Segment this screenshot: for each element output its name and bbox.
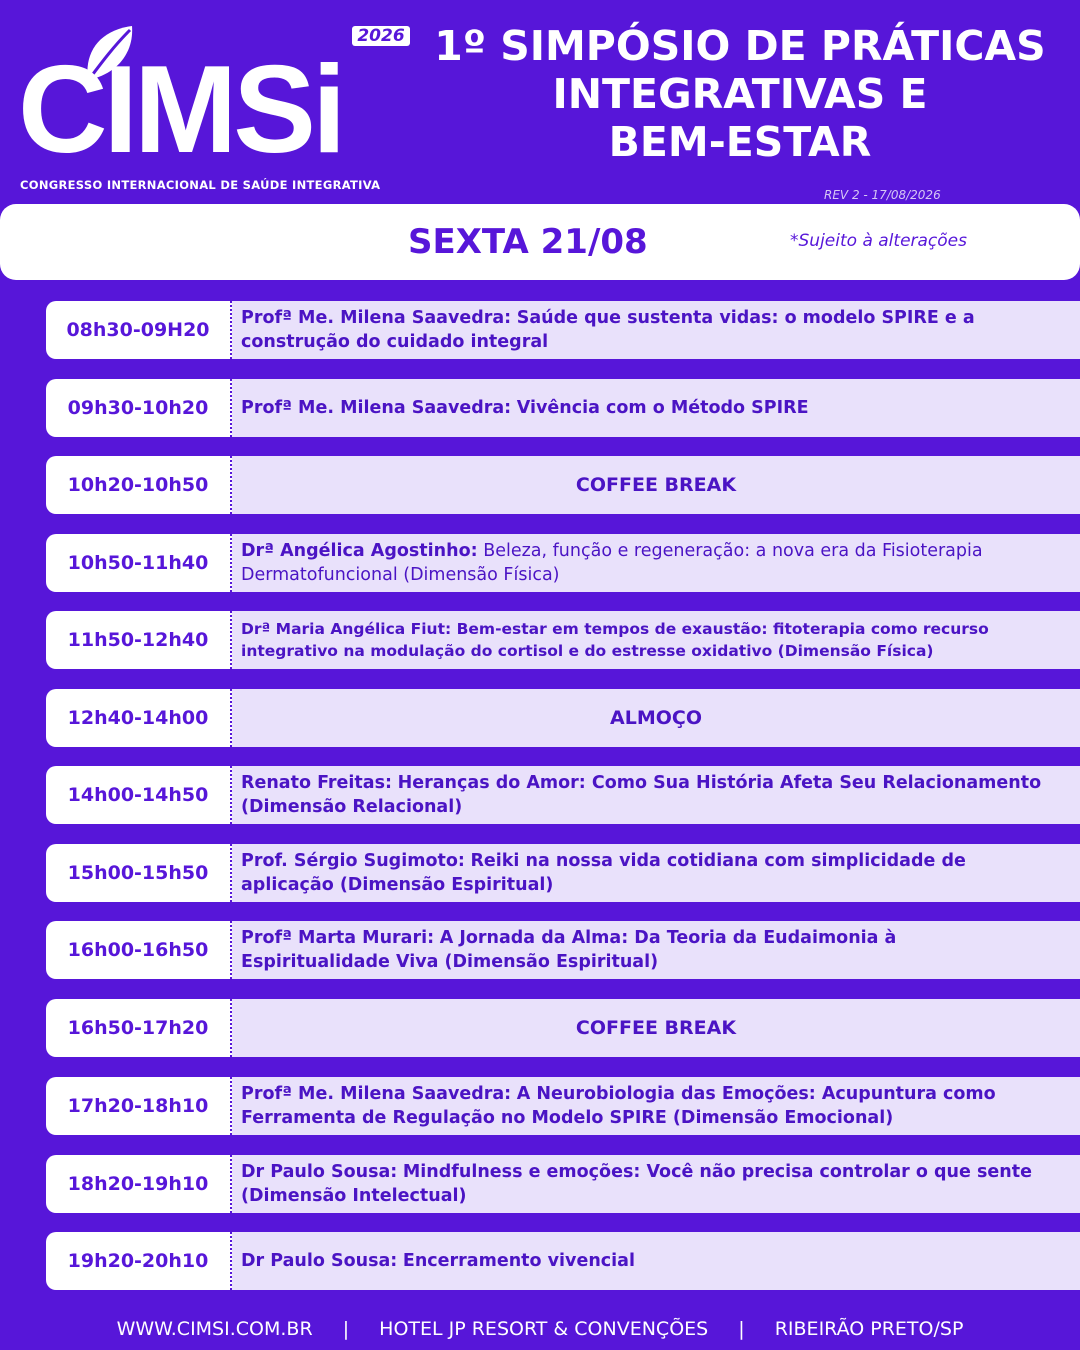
speaker-name: Prof. Sérgio Sugimoto: [241,851,465,871]
session-description [232,1232,1080,1290]
session-description [232,301,1080,359]
time-slot: 17h20-18h10 [46,1077,232,1135]
session-title: Reiki na nossa vida cotidiana com simplicidade de aplicação (Dimensão Espiritual) [241,851,966,895]
event-title-line: BEM-ESTAR [608,118,872,166]
session-description [232,844,1080,902]
time-slot: 10h20-10h50 [46,456,232,514]
schedule-row [46,999,1080,1057]
session-description [232,1155,1080,1213]
time-slot: 09h30-10h20 [46,379,232,437]
time-slot: 10h50-11h40 [46,534,232,592]
event-title [405,22,1075,166]
schedule-row [46,1232,1080,1290]
time-slot: 15h00-15h50 [46,844,232,902]
cimsi-logo [18,22,405,192]
break-label: ALMOÇO [232,689,1080,747]
venue-label: HOTEL JP RESORT & CONVENÇÕES [379,1318,709,1340]
time-slot: 12h40-14h00 [46,689,232,747]
session-title: Mindfulness e emoções: Você não precisa controlar o que sente (Dimensão Intelectual) [241,1162,1032,1206]
time-slot: 11h50-12h40 [46,611,232,669]
speaker-name: Drª Maria Angélica Fiut: [241,620,452,638]
website-link[interactable]: WWW.CIMSI.COM.BR [116,1318,313,1340]
speaker-name: Profª Marta Murari: [241,928,435,948]
schedule-row [46,456,1080,514]
time-slot: 19h20-20h10 [46,1232,232,1290]
revision-label: REV 2 - 17/08/2026 [824,188,941,202]
schedule-row [46,844,1080,902]
time-slot: 08h30-09H20 [46,301,232,359]
day-title: SEXTA 21/08 [408,222,648,262]
session-title: Bem-estar em tempos de exaustão: fitoterapia como recurso integrativo na modulação do cortisol e do estresse oxidativo (Dimensão Física) [241,620,989,660]
session-title: A Jornada da Alma: Da Teoria da Eudaimonia à Espiritualidade Viva (Dimensão Espiritual) [241,928,897,972]
footer-separator: | [342,1318,350,1340]
session-title: Encerramento vivencial [402,1251,635,1271]
city-label: RIBEIRÃO PRETO/SP [774,1318,964,1340]
schedule-row [46,611,1080,669]
time-slot: 18h20-19h10 [46,1155,232,1213]
time-slot: 14h00-14h50 [46,766,232,824]
session-title: Vivência com o Método SPIRE [516,398,809,418]
session-description [232,611,1080,669]
schedule-row [46,921,1080,979]
footer [0,1318,1080,1340]
session-description [232,534,1080,592]
schedule-row [46,766,1080,824]
session-title: Beleza, função e regeneração: a nova era da Fisioterapia Dermatofuncional (Dimensão Física) [241,541,983,585]
session-title: Heranças do Amor: Como Sua História Afeta Seu Relacionamento (Dimensão Relacional) [241,773,1042,817]
speaker-name: Dr Paulo Sousa: [241,1251,398,1271]
schedule-row [46,1155,1080,1213]
time-slot: 16h50-17h20 [46,999,232,1057]
session-title: A Neurobiologia das Emoções: Acupuntura como Ferramenta de Regulação no Modelo SPIRE (Dimensão Emocional) [241,1084,996,1128]
session-description [232,1077,1080,1135]
break-label: COFFEE BREAK [232,999,1080,1057]
schedule-row [46,1077,1080,1135]
logo-subtitle: CONGRESSO INTERNACIONAL DE SAÚDE INTEGRATIVA [20,178,381,192]
speaker-name: Profª Me. Milena Saavedra: [241,398,512,418]
day-banner [0,204,1080,280]
speaker-name: Renato Freitas: [241,773,393,793]
subject-to-change-note: *Sujeito à alterações [790,231,967,251]
schedule-row [46,301,1080,359]
footer-separator: | [738,1318,745,1340]
speaker-name: Profª Me. Milena Saavedra: [241,1084,512,1104]
speaker-name: Drª Angélica Agostinho: [241,541,478,561]
schedule-row [46,534,1080,592]
session-description [232,921,1080,979]
speaker-name: Profª Me. Milena Saavedra: [241,308,512,328]
session-description [232,766,1080,824]
schedule-row [46,379,1080,437]
session-title: Saúde que sustenta vidas: o modelo SPIRE e a construção do cuidado integral [241,308,975,352]
session-description [232,379,1080,437]
event-title-line: 1º SIMPÓSIO DE PRÁTICAS [434,22,1046,70]
logo-wordmark: CIMSi [18,41,343,179]
event-title-line: INTEGRATIVAS E [552,70,928,118]
break-label: COFFEE BREAK [232,456,1080,514]
time-slot: 16h00-16h50 [46,921,232,979]
speaker-name: Dr Paulo Sousa: [241,1162,398,1182]
logo-year: 2026 [352,26,410,46]
schedule-row [46,689,1080,747]
